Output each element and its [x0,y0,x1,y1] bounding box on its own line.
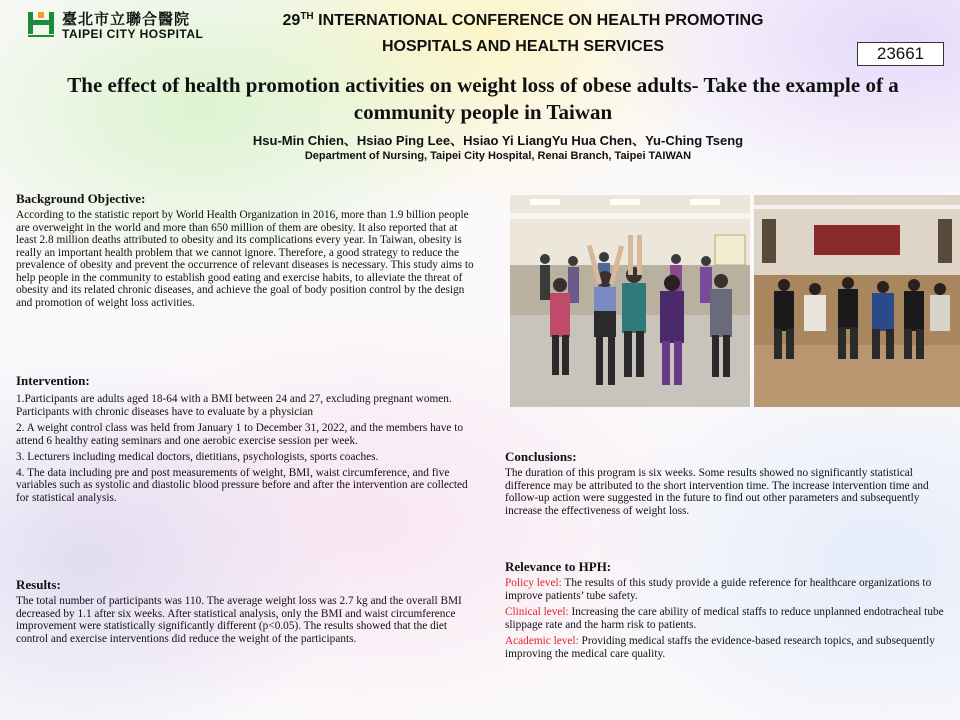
hospital-name-en: TAIPEI CITY HOSPITAL [62,27,204,41]
conference-title-line2: HOSPITALS AND HEALTH SERVICES [381,38,665,55]
relevance-item-policy: Policy level: The results of this study provide a guide reference for healthcare organizations to improve patients’ tube safety. [505,577,932,602]
list-item: 4. The data including pre and post measurements of weight, BMI, waist circumference, and five variables such as systolic and diastolic blood pressure before and after the intervention are collected for statistical analysis. [16,466,468,504]
affiliation: Department of Nursing, Taipei City Hospital, Renai Branch, Taipei TAIWAN [304,150,692,162]
exercise-class-photo-2 [754,195,960,407]
conference-title [250,8,796,60]
list-item: 2. A weight control class was held from January 1 to December 31, 2022, and the members have to attend 6 healthy eating seminars and one aerobic exercise session per week. [16,422,464,447]
conclusions-section [505,449,953,517]
author-list: Hsu-Min Chien、Hsiao Ping Lee、Hsiao Yi LiangYu Hua Chen、Yu-Ching Tseng [252,133,744,148]
poster-id-badge: 23661 [857,42,944,66]
exercise-class-photo-1 [510,195,750,407]
hospital-logo-icon [26,9,56,39]
relevance-item-academic: Academic level: Providing medical staffs the evidence-based research topics, and subsequently improving the medical care quality. [505,635,935,660]
background-section [16,191,480,309]
relevance-label: Clinical level: [505,606,569,618]
section-text: The duration of this program is six weeks. Some results showed no significantly statistical difference may be attributed to the short intervention time. The increase intervention time and follow-up action were suggested in the future to find out other parameters and subsequently increase the effectiveness of weight loss. [505,467,929,517]
section-heading: Relevance to HPH: [505,559,612,574]
section-heading: Intervention: [16,373,90,388]
poster-title: The effect of health promotion activities on weight loss of obese adults- Take the example of a community people in Taiwan [67,73,899,124]
section-text: The total number of participants was 110. The average weight loss was 2.7 kg and the overall BMI decreased by 1.1 after six weeks. After statistical analysis, only the BMI and waist circumference improvement were statistically significantly different (p<0.05). The results showed that the diet control and exercise interventions did reduce the weight of the participants. [16,595,462,645]
section-heading: Conclusions: [505,449,577,464]
relevance-item-clinical: Clinical level: Increasing the care ability of medical staffs to reduce unplanned endotracheal tube slippage rate and the harm risk to patients. [505,606,944,631]
section-heading: Background Objective: [16,191,146,206]
section-heading: Results: [16,577,61,592]
relevance-label: Policy level: [505,577,562,589]
hospital-logo [26,9,248,39]
hospital-name-zh: 臺北市立聯合醫院 [62,10,191,28]
list-item: 3. Lecturers including medical doctors, dietitians, psychologists, sports coaches. [16,451,379,463]
results-section [16,577,480,645]
conference-title-line1: 29TH INTERNATIONAL CONFERENCE ON HEALTH PROMOTING [282,11,764,29]
intervention-section [16,373,480,504]
list-item: 1.Participants are adults aged 18-64 with a BMI between 24 and 27, excluding pregnant women. Participants with chronic diseases have to evaluate by a physician [16,393,452,418]
relevance-label: Academic level: [505,635,579,647]
relevance-section [505,559,957,660]
section-text: According to the statistic report by World Health Organization in 2016, more than 1.9 billion people are overweight in the world and more than 650 million of them are obesity. It also reported that at least 2.8 million deaths attributed to obesity and its complications every year. In Taiwan, obesity is really an important health problem that we cannot ignore. Therefore, a good strategy to reduce the prevalence of obesity and prevent the occurrence of relevant diseases is necessary. This study aims to help people in the community to establish good eating and exercise habits, to alleviate the threat of obesity and its related chronic diseases, and achieve the goal of body position control by the design and promotion of weight loss activities. [16,209,474,309]
